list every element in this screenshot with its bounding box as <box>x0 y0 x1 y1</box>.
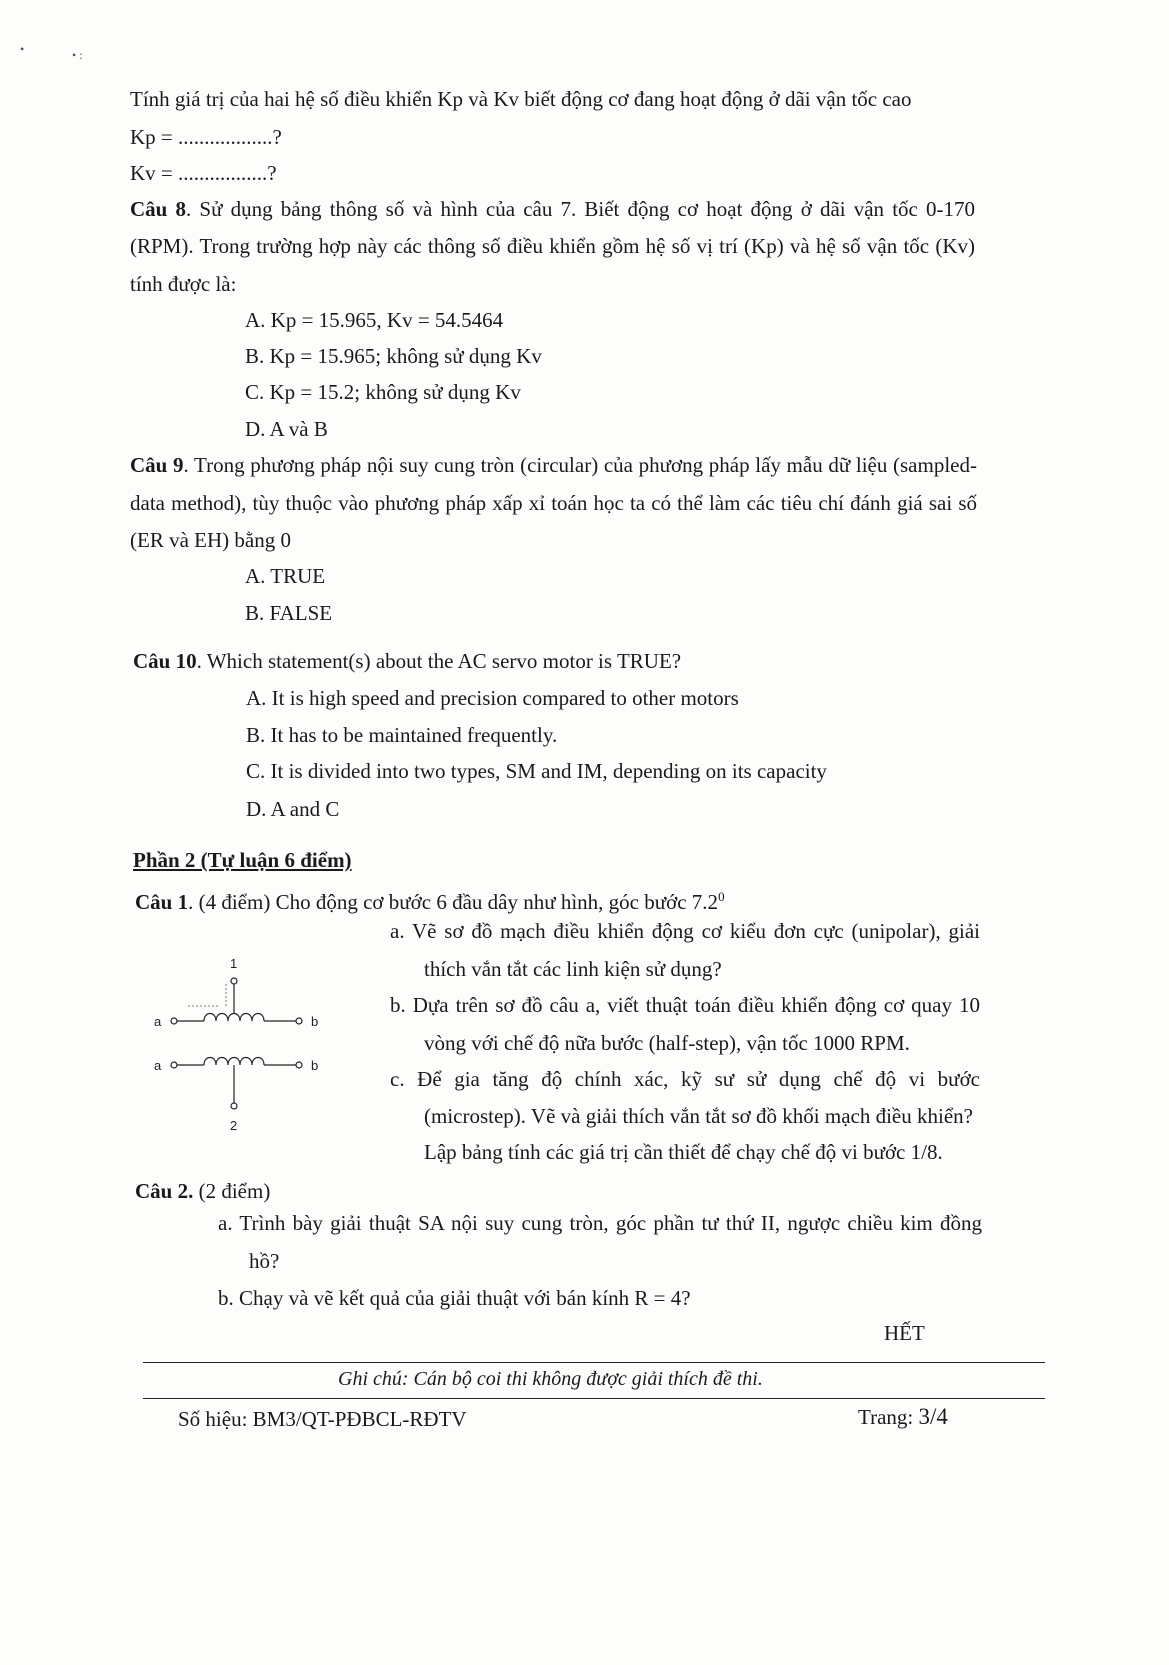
q9-line-1: Câu 9. Trong phương pháp nội suy cung tròn (circular) của phương pháp lấy mẫu dữ liệu (sampled- <box>130 453 977 477</box>
q9-line-2: data method), tùy thuộc vào phương pháp xấp xỉ toán học ta có thể làm các tiêu chí đánh giá sai số <box>130 491 977 515</box>
q10-line: Câu 10. Which statement(s) about the AC servo motor is TRUE? <box>133 649 682 673</box>
kv-line: Kv = .................? <box>130 161 277 185</box>
q10-option-c: C. It is divided into two types, SM and IM, depending on its capacity <box>246 759 827 783</box>
scan-speck: • <box>20 42 25 56</box>
q10-option-d: D. A and C <box>246 797 340 821</box>
terminal-2-label: 2 <box>230 1118 238 1133</box>
p2-q1-item-a-l2: thích vắn tắt các linh kiện sử dụng? <box>424 957 722 981</box>
q8-option-a: A. Kp = 15.965, Kv = 54.5464 <box>245 308 504 332</box>
footer-note: Ghi chú: Cán bộ coi thi không được giải thích đề thi. <box>338 1368 763 1390</box>
q8-line-3: tính được là: <box>130 272 237 296</box>
p2-q1-item-c-l3: Lập bảng tính các giá trị cần thiết để chạy chế độ vi bước 1/8. <box>424 1140 943 1164</box>
p2-q1-line: Câu 1. (4 điểm) Cho động cơ bước 6 đầu dây như hình, góc bước $7.2^0$ <box>135 889 725 914</box>
scan-speck: • : <box>72 48 83 62</box>
coil2-left-label: a <box>154 1058 162 1073</box>
kp-line: Kp = ..................? <box>130 125 282 149</box>
p2-q1-item-b-l2: vòng với chế độ nữa bước (half-step), vận tốc 1000 RPM. <box>424 1031 910 1055</box>
p2-q2-item-b: b. Chạy và vẽ kết quả của giải thuật với bán kính R = 4? <box>218 1286 691 1310</box>
page-label: Trang: <box>858 1405 914 1429</box>
q8-option-c: C. Kp = 15.2; không sử dụng Kv <box>245 380 521 404</box>
page-number: 3/4 <box>918 1404 948 1429</box>
q9-label: Câu 9 <box>130 453 184 477</box>
q10-option-a: A. It is high speed and precision compared to other motors <box>246 686 739 710</box>
p2-q2-line: Câu 2. (2 điểm) <box>135 1179 271 1203</box>
coil-2 <box>204 1058 264 1066</box>
coil2-right-label: b <box>311 1058 319 1073</box>
q8-line-1: Câu 8. Sử dụng bảng thông số và hình của câu 7. Biết động cơ hoạt động ở dãi vận tốc 0-170 <box>130 197 975 221</box>
p2-q2-item-a-l1: a. Trình bày giải thuật SA nội suy cung tròn, góc phần tư thứ II, ngược chiều kim đồng <box>218 1211 982 1235</box>
p2-q1-item-b-l1: b. Dựa trên sơ đồ câu a, viết thuật toán điều khiển động cơ quay 10 <box>390 993 980 1017</box>
p2-q1-label: Câu 1 <box>135 890 189 914</box>
document-code: Số hiệu: BM3/QT-PĐBCL-RĐTV <box>178 1407 467 1431</box>
terminal-2 <box>231 1103 237 1109</box>
p2-q2-label: Câu 2. <box>135 1179 194 1203</box>
footer-rule-bottom <box>143 1398 1045 1399</box>
q10-label: Câu 10 <box>133 649 197 673</box>
q9-option-b: B. FALSE <box>245 601 333 625</box>
q8-option-b: B. Kp = 15.965; không sử dụng Kv <box>245 344 542 368</box>
q9-line-3: (ER và EH) bằng 0 <box>130 528 291 552</box>
q10-option-b: B. It has to be maintained frequently. <box>246 723 558 747</box>
stepper-motor-diagram <box>148 948 348 1138</box>
coil1-left-label: a <box>154 1014 162 1029</box>
end-marker: HẾT <box>884 1321 925 1345</box>
coil-1 <box>204 1014 264 1022</box>
q8-line-2: (RPM). Trong trường hợp này các thông số điều khiển gồm hệ số vị trí (Kp) và hệ số vận tốc (Kv) <box>130 234 975 258</box>
terminal-1-label: 1 <box>230 956 238 971</box>
p2-q1-item-c-l1: c. Để gia tăng độ chính xác, kỹ sư sử dụng chế độ vi bước <box>390 1067 980 1091</box>
p2-q2-item-a-l2: hồ? <box>249 1249 280 1273</box>
q9-option-a: A. TRUE <box>245 564 326 588</box>
part2-heading: Phần 2 (Tự luận 6 điểm) <box>133 848 352 872</box>
q8-label: Câu 8 <box>130 197 186 221</box>
page-indicator <box>858 1404 948 1430</box>
coil1-right-label: b <box>311 1014 319 1029</box>
p2-q1-item-a-l1: a. Vẽ sơ đồ mạch điều khiển động cơ kiểu đơn cực (unipolar), giải <box>390 919 980 943</box>
footer-rule-top <box>143 1362 1045 1363</box>
intro-text: Tính giá trị của hai hệ số điều khiển Kp và Kv biết động cơ đang hoạt động ở dãi vận tốc cao <box>130 87 912 111</box>
q8-option-d: D. A và B <box>245 417 328 441</box>
p2-q1-item-c-l2: (microstep). Vẽ và giải thích vắn tắt sơ đồ khối mạch điều khiển? <box>424 1104 973 1128</box>
terminal-1 <box>231 978 237 984</box>
